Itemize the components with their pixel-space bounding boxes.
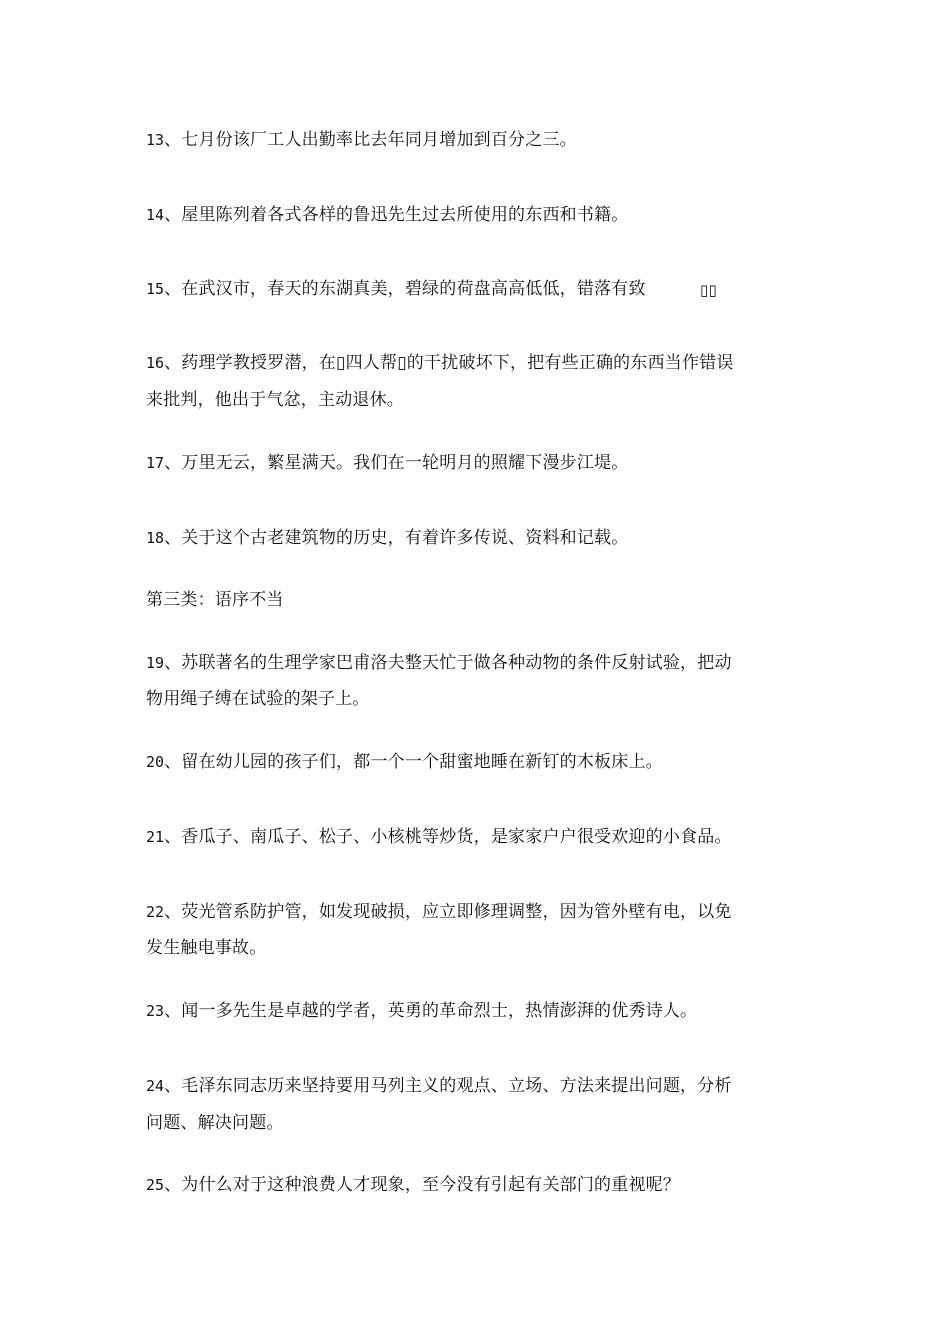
list-item: 22、荧光管系防护管，如发现破损，应立即修理调整，因为管外壁有电，以免 — [146, 902, 732, 922]
list-item: 25、为什么对于这种浪费人才现象，至今没有引起有关部门的重视呢？ — [146, 1175, 681, 1195]
list-item: 17、万里无云，繁星满天。我们在一轮明月的照耀下漫步江堤。 — [146, 453, 629, 473]
list-item: 18、关于这个古老建筑物的历史，有着许多传说、资料和记载。 — [146, 528, 629, 548]
list-item: 23、闻一多先生是卓越的学者，英勇的革命烈士，热情澎湃的优秀诗人。 — [146, 1001, 698, 1021]
list-item: 15、在武汉市，春天的东湖真美，碧绿的荷盘高高低低，错落有致 — [146, 279, 646, 299]
list-item-continuation: 来批判，他出于气忿，主动退休。 — [146, 390, 404, 410]
list-item-continuation: 问题、解决问题。 — [146, 1113, 284, 1133]
list-item: 13、七月份该厂工人出勤率比去年同月增加到百分之三。 — [146, 130, 577, 150]
list-item: 16、药理学教授罗潜，在▯四人帮▯的干扰破坏下，把有些正确的东西当作错误 — [146, 353, 734, 373]
list-item: 21、香瓜子、南瓜子、松子、小核桃等炒货，是家家户户很受欢迎的小食品。 — [146, 827, 732, 847]
list-item: 20、留在幼儿园的孩子们，都一个一个甜蜜地睡在新钉的木板床上。 — [146, 752, 663, 772]
list-item-continuation: 发生触电事故。 — [146, 938, 267, 958]
list-item: 24、毛泽东同志历来坚持要用马列主义的观点、立场、方法来提出问题，分析 — [146, 1076, 732, 1096]
list-item: 14、屋里陈列着各式各样的鲁迅先生过去所使用的东西和书籍。 — [146, 205, 629, 225]
section-heading: 第三类：语序不当 — [146, 590, 284, 610]
placeholder-glyphs: ▯▯ — [700, 281, 717, 299]
list-item: 19、苏联著名的生理学家巴甫洛夫整天忙于做各种动物的条件反射试验，把动 — [146, 653, 732, 673]
list-item-continuation: 物用绳子缚在试验的架子上。 — [146, 689, 370, 709]
